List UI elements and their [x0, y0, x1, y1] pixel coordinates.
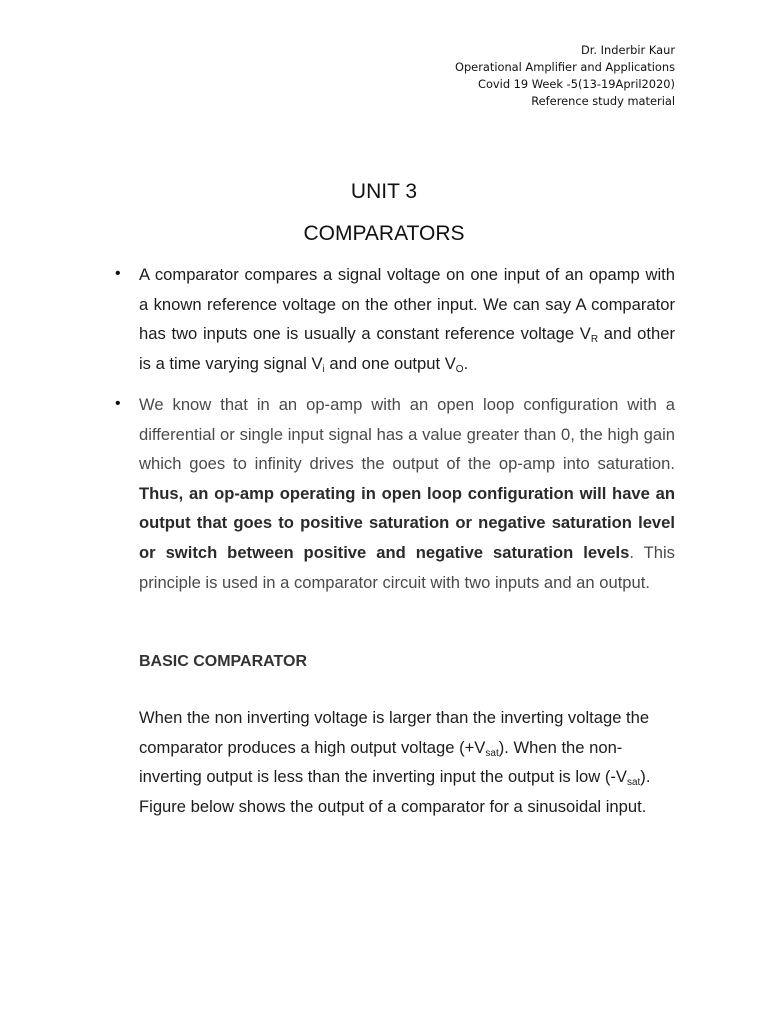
- unit-title: UNIT 3: [350, 180, 418, 203]
- section-title: COMPARATORS: [303, 222, 465, 245]
- bullet-marker: •: [115, 395, 121, 412]
- header-author: Dr. Inderbir Kaur: [581, 43, 675, 57]
- basic-comparator-heading: BASIC COMPARATOR: [139, 653, 307, 670]
- bullet-marker: •: [115, 265, 121, 282]
- basic-comparator-paragraph: When the non inverting voltage is larger than the inverting voltage the comparator produces a high output voltage $(+V_{sat})$. When the non-inverting output is less than the inverting input the output is low $(-V_{sat})$. Figure below shows the output of a comparator for a sinusoidal input.: [139, 708, 651, 816]
- header-course: Operational Amplifier and Applications: [454, 60, 675, 74]
- header-week: Covid 19 Week -5(13-19April2020): [478, 77, 675, 91]
- open-loop-paragraph: We know that in an op-amp with an open loop configuration with a differential or single input signal has a value greater than 0, the high gain which goes to infinity drives the output of the op-amp into saturation. Thus, an op-amp operating in open loop configuration will have an output that goes to positive saturation or negative saturation level or switch between positive and negative saturation levels. This principle is used in a comparator circuit with two inputs and an output.: [139, 395, 675, 592]
- document-header: [455, 42, 675, 110]
- header-material: Reference study material: [531, 94, 675, 108]
- comparator-definition-paragraph: A comparator compares a signal voltage on one input of an opamp with a known reference voltage on the other input. We can say A comparator has two inputs one is usually a constant reference voltage $V_R$ and other is a time varying signal $V_i$ and one output $V_O$.: [139, 265, 675, 375]
- open-loop-emphasis: Thus, an op-amp operating in open loop configuration will have an output that goes to positive saturation or negative saturation level or switch between positive and negative saturation levels: [139, 483, 675, 562]
